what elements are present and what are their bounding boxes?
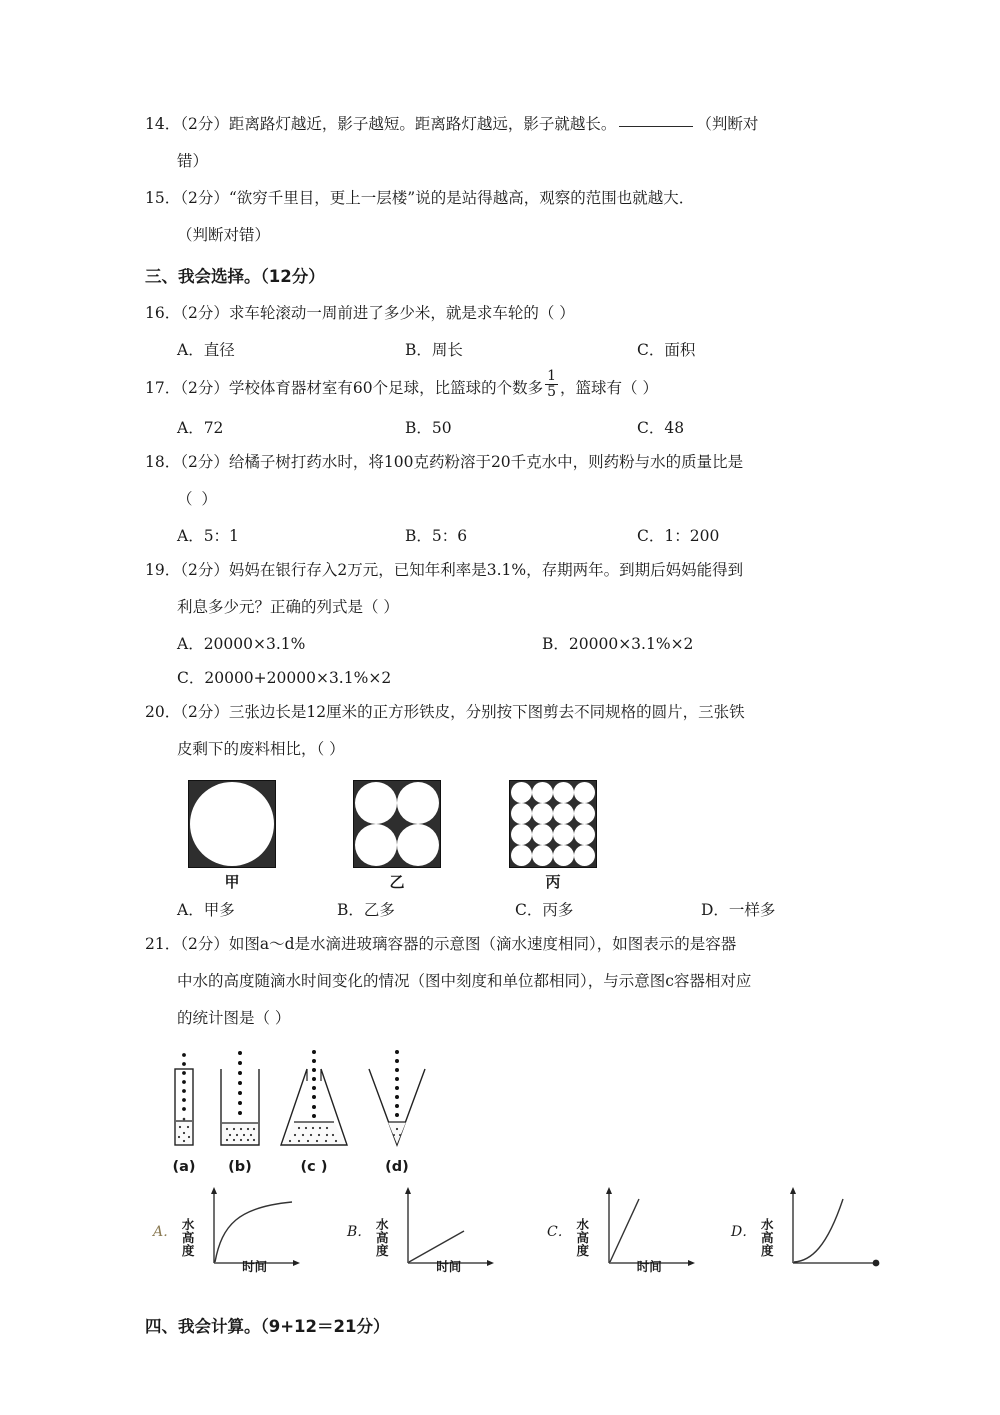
question-14 xyxy=(145,108,860,141)
question-20-number: 20． xyxy=(145,703,181,721)
square-sheet-jia xyxy=(188,780,276,868)
question-17-points: （2分） xyxy=(180,379,229,397)
question-18-stem-continuation: （ ） xyxy=(177,490,219,508)
graph-option-a[interactable] xyxy=(153,1185,314,1277)
cut-circle xyxy=(574,824,595,845)
question-16 xyxy=(145,297,860,330)
cut-circle xyxy=(511,803,532,824)
option-17-a[interactable]: A．72 xyxy=(177,419,224,437)
question-19-stem-continuation: 利息多少元？正确的列式是（ ） xyxy=(177,598,399,616)
cut-circle xyxy=(553,803,574,824)
option-18-a[interactable]: A．5：1 xyxy=(177,527,239,545)
fraction-one-fifth xyxy=(545,369,558,399)
cut-circle xyxy=(532,845,553,866)
cut-circle xyxy=(553,824,574,845)
graph-a-y-axis-label: 水 高 度 xyxy=(181,1216,195,1258)
cut-circle xyxy=(532,803,553,824)
graph-a-x-axis-label: 时间 xyxy=(242,1259,268,1274)
tin-figure-yi xyxy=(353,780,441,892)
question-18-options xyxy=(145,520,860,552)
graph-b-x-axis-label: 时间 xyxy=(436,1259,462,1274)
question-19-number: 19． xyxy=(145,561,181,579)
question-17-stem-part1: 学校体育器材室有60个足球，比篮球的个数多 xyxy=(228,379,544,397)
option-17-b[interactable]: B．50 xyxy=(405,419,452,437)
cut-circle xyxy=(553,845,574,866)
question-21-points: （2分） xyxy=(180,935,229,953)
graph-option-b-label: B． xyxy=(347,1224,372,1240)
question-19-points: （2分） xyxy=(180,561,229,579)
question-20-points: （2分） xyxy=(180,703,229,721)
option-20-a[interactable]: A．甲多 xyxy=(177,901,235,919)
page-bottom-spacer xyxy=(145,1347,860,1377)
cut-circle xyxy=(574,803,595,824)
vessel-c-icon xyxy=(273,1047,355,1175)
vessel-c-label: (c ) xyxy=(300,1159,328,1175)
circle-grid-jia xyxy=(190,782,274,866)
cut-circle xyxy=(355,824,397,866)
vessel-d-label: (d) xyxy=(385,1159,409,1175)
cut-circle xyxy=(511,824,532,845)
page-content xyxy=(145,108,860,1377)
option-19-c[interactable]: C．20000+20000×3.1%×2 xyxy=(177,669,392,687)
question-16-points: （2分） xyxy=(180,304,229,322)
tin-caption-bing: 丙 xyxy=(545,873,561,891)
tin-figure-jia xyxy=(188,780,276,892)
question-18-points: （2分） xyxy=(180,453,229,471)
question-14-points: （2分） xyxy=(180,115,229,133)
tin-caption-yi: 乙 xyxy=(389,873,405,891)
graph-option-d[interactable] xyxy=(731,1185,893,1277)
vessel-d xyxy=(357,1047,437,1175)
question-21-number: 21． xyxy=(145,935,181,953)
vessel-b-label: (b) xyxy=(228,1159,252,1175)
graph-b-y-axis-label: 水 高 度 xyxy=(376,1216,389,1258)
fraction-numerator: 1 xyxy=(547,368,557,385)
graph-option-c[interactable] xyxy=(547,1185,709,1277)
cut-circle xyxy=(511,845,532,866)
question-21-graph-options xyxy=(145,1185,860,1295)
option-18-b[interactable]: B．5：6 xyxy=(405,527,468,545)
question-20-stem: 三张边长是12厘米的正方形铁皮，分别按下图剪去不同规格的圆片，三张铁 xyxy=(228,703,745,721)
vessel-b xyxy=(207,1047,273,1175)
question-18-stem: 给橘子树打药水时，将100克药粉溶于20千克水中，则药粉与水的质量比是 xyxy=(228,453,744,471)
cut-circle xyxy=(355,782,397,824)
question-21 xyxy=(145,928,860,961)
option-19-b[interactable]: B．20000×3.1%×2 xyxy=(542,635,694,653)
vessel-c xyxy=(273,1047,355,1175)
graph-c-plot xyxy=(591,1185,709,1277)
graph-option-b[interactable] xyxy=(347,1185,508,1277)
question-19 xyxy=(145,554,860,587)
question-15 xyxy=(145,182,860,215)
question-15-number: 15． xyxy=(145,189,181,207)
cut-circle xyxy=(574,782,595,803)
vessel-a-label: (a) xyxy=(172,1159,196,1175)
question-17 xyxy=(145,368,860,408)
question-19-options-row1 xyxy=(145,628,860,660)
cut-circle xyxy=(532,782,553,803)
question-14-number: 14． xyxy=(145,115,181,133)
question-18 xyxy=(145,446,860,479)
cut-circle xyxy=(397,782,439,824)
cut-circle xyxy=(190,782,274,866)
tin-figure-bing xyxy=(509,780,597,892)
question-19-stem: 妈妈在银行存入2万元，已知年利率是3.1%，存期两年。到期后妈妈能得到 xyxy=(228,561,744,579)
vessel-a xyxy=(155,1047,213,1175)
graph-d-svg xyxy=(775,1185,893,1277)
cut-circle xyxy=(574,845,595,866)
question-21-stem-line1: 如图a～d是水滴进玻璃容器的示意图（滴水速度相同），如图表示的是容器 xyxy=(228,935,737,953)
fraction-denominator: 5 xyxy=(547,384,557,400)
question-17-stem-part2: ，篮球有（ ） xyxy=(560,379,658,397)
question-17-options xyxy=(145,412,860,444)
circle-grid-yi xyxy=(355,782,439,866)
question-14-text-tail: （判断对 xyxy=(696,115,759,133)
cut-circle xyxy=(553,782,574,803)
question-20-figures xyxy=(145,780,860,892)
question-16-number: 16． xyxy=(145,304,181,322)
vessel-d-icon xyxy=(357,1047,437,1175)
section-four-heading: 四、我会计算。（9+12＝21分） xyxy=(145,1317,390,1336)
question-16-options xyxy=(145,334,860,366)
option-17-c[interactable]: C．48 xyxy=(637,419,685,437)
question-16-stem: 求车轮滚动一周前进了多少米，就是求车轮的（ ） xyxy=(228,304,575,322)
graph-c-x-axis-label: 时间 xyxy=(636,1259,662,1274)
cut-circle xyxy=(532,824,553,845)
cut-circle xyxy=(397,824,439,866)
graph-option-a-label: A． xyxy=(153,1224,178,1240)
option-19-a[interactable]: A．20000×3.1% xyxy=(177,635,306,653)
question-20-stem-continuation: 皮剩下的废料相比，（ ） xyxy=(177,740,345,758)
question-21-stem-line2: 中水的高度随滴水时间变化的情况（图中刻度和单位都相同），与示意图c容器相对应 xyxy=(177,972,752,990)
circle-grid-bing xyxy=(511,782,595,866)
option-18-c[interactable]: C．1：200 xyxy=(637,527,720,545)
option-20-d[interactable]: D．一样多 xyxy=(701,901,776,919)
graph-a-plot xyxy=(196,1185,314,1277)
vessel-a-icon xyxy=(155,1047,213,1175)
question-21-vessels xyxy=(145,1047,860,1175)
question-20 xyxy=(145,696,860,729)
tin-caption-jia: 甲 xyxy=(224,873,240,891)
question-15-continuation: （判断对错） xyxy=(177,226,271,244)
graph-d-plot xyxy=(775,1185,893,1277)
answer-blank-14[interactable] xyxy=(619,126,693,127)
question-20-options xyxy=(145,894,860,926)
graph-b-plot xyxy=(390,1185,508,1277)
option-16-c[interactable]: C．面积 xyxy=(637,341,696,359)
square-sheet-bing xyxy=(509,780,597,868)
question-17-number: 17． xyxy=(145,379,181,397)
question-21-stem-line3: 的统计图是（ ） xyxy=(177,1009,291,1027)
question-15-text: “欲穷千里目，更上一层楼”说的是站得越高，观察的范围也就越大． xyxy=(228,189,695,207)
option-20-c[interactable]: C．丙多 xyxy=(515,901,574,919)
graph-option-c-label: C． xyxy=(547,1224,572,1240)
question-15-points: （2分） xyxy=(180,189,229,207)
option-16-b[interactable]: B．周长 xyxy=(405,341,463,359)
option-20-b[interactable]: B．乙多 xyxy=(337,901,395,919)
graph-c-y-axis-label: 水 高 度 xyxy=(576,1216,589,1258)
graph-option-d-label: D． xyxy=(731,1224,757,1240)
question-18-number: 18． xyxy=(145,453,181,471)
question-19-options-row2 xyxy=(145,662,860,694)
section-three-heading: 三、我会选择。（12分） xyxy=(145,267,325,286)
option-16-a[interactable]: A．直径 xyxy=(177,341,235,359)
square-sheet-yi xyxy=(353,780,441,868)
vessel-b-icon xyxy=(207,1047,273,1175)
question-14-continuation: 错） xyxy=(177,152,209,170)
graph-d-y-axis-label: 水 高 度 xyxy=(760,1216,774,1258)
cut-circle xyxy=(511,782,532,803)
question-14-text: 距离路灯越近，影子越短。距离路灯越远，影子就越长。 xyxy=(228,115,617,133)
